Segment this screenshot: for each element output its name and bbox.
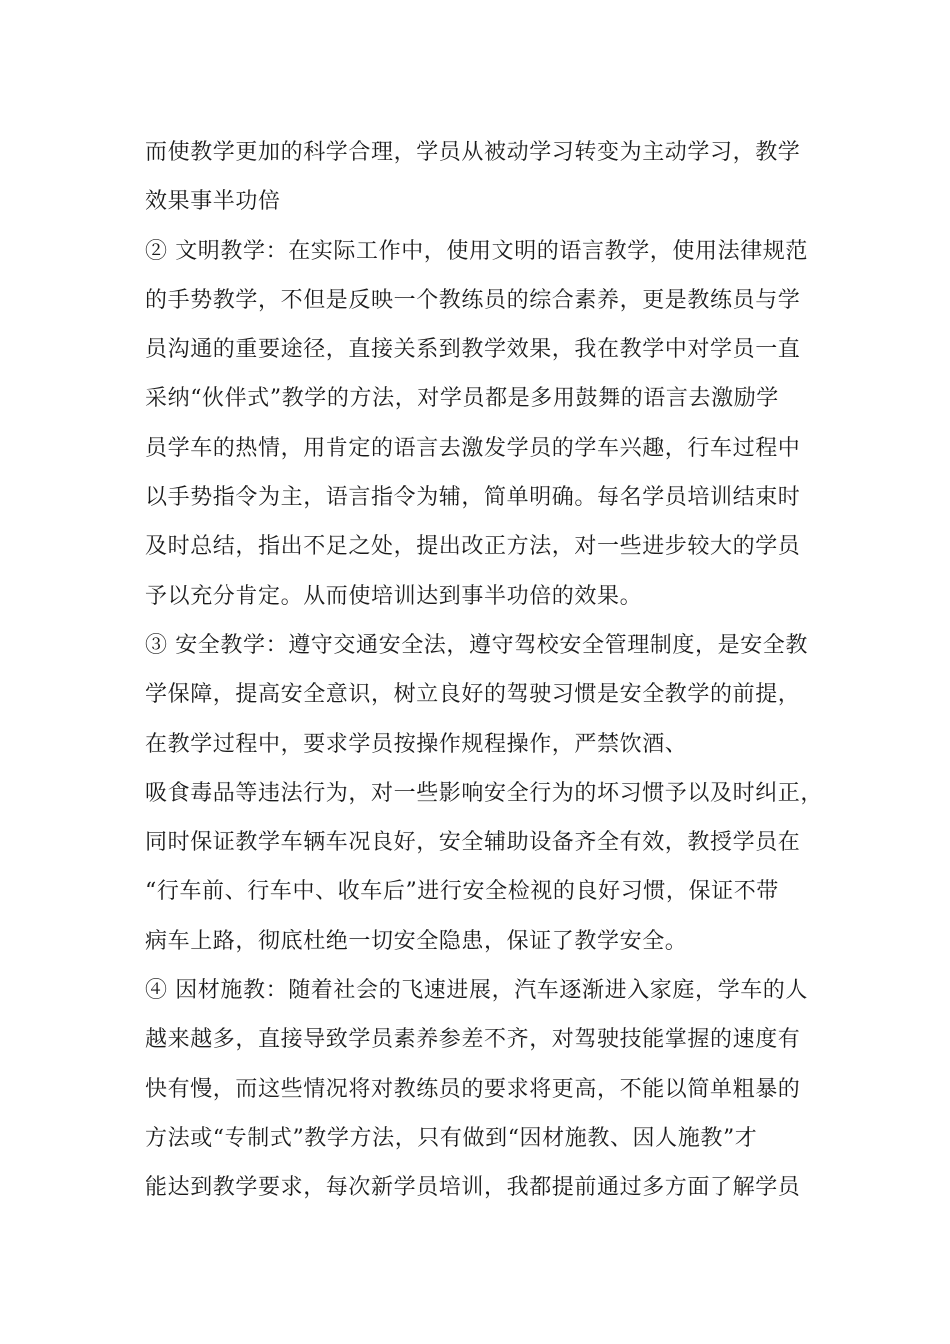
- text-line: 吸食毒品等违法行为，对一些影响安全行为的坏习惯予以及时纠正，: [145, 780, 824, 806]
- text-line: 而使教学更加的科学合理，学员从被动学习转变为主动学习，教学: [145, 140, 801, 165]
- text-line: 予以充分肯定。从而使培训达到事半功倍的效果。: [145, 583, 643, 609]
- text-line: ④ 因材施教：随着社会的飞速进展，汽车逐渐进入家庭，学车的人: [145, 978, 808, 1004]
- text-line: 及时总结，指出不足之处，提出改正方法，对一些进步较大的学员: [145, 534, 801, 560]
- text-line: 病车上路，彻底杜绝一切安全隐患，保证了教学安全。: [145, 928, 688, 954]
- text-line: 以手势指令为主，语言指令为辅，简单明确。每名学员培训结束时: [145, 485, 801, 511]
- text-line: 同时保证教学车辆车况良好，安全辅助设备齐全有效，教授学员在: [145, 830, 801, 856]
- text-line: 员学车的热情，用肯定的语言去激发学员的学车兴趣，行车过程中: [145, 435, 801, 461]
- text-line: 效果事半功倍: [145, 189, 281, 215]
- text-line: ③ 安全教学：遵守交通安全法，遵守驾校安全管理制度，是安全教: [145, 632, 808, 658]
- text-line: 方法或“专制式”教学方法，只有做到“因材施教、因人施教”才: [145, 1125, 758, 1151]
- text-line: 快有慢，而这些情况将对教练员的要求将更高，不能以简单粗暴的: [145, 1076, 801, 1102]
- text-line: 能达到教学要求，每次新学员培训，我都提前通过多方面了解学员: [145, 1175, 801, 1201]
- text-line: 越来越多，直接导致学员素养参差不齐，对驾驶技能掌握的速度有: [145, 1027, 801, 1053]
- text-line: 采纳“伙伴式”教学的方法，对学员都是多用鼓舞的语言去激励学: [145, 386, 779, 412]
- text-line: “行车前、行车中、收车后”进行安全检视的良好习惯，保证不带: [145, 879, 779, 905]
- text-line: ② 文明教学：在实际工作中，使用文明的语言教学，使用法律规范: [145, 238, 808, 264]
- text-line: 员沟通的重要途径，直接关系到教学效果，我在教学中对学员一直: [145, 337, 801, 363]
- text-line: 在教学过程中，要求学员按操作规程操作，严禁饮酒、: [145, 731, 688, 757]
- text-line: 学保障，提高安全意识，树立良好的驾驶习惯是安全教学的前提，: [145, 682, 801, 708]
- body-text: [145, 128, 845, 1213]
- text-line: 的手势教学，不但是反映一个教练员的综合素养，更是教练员与学: [145, 287, 801, 313]
